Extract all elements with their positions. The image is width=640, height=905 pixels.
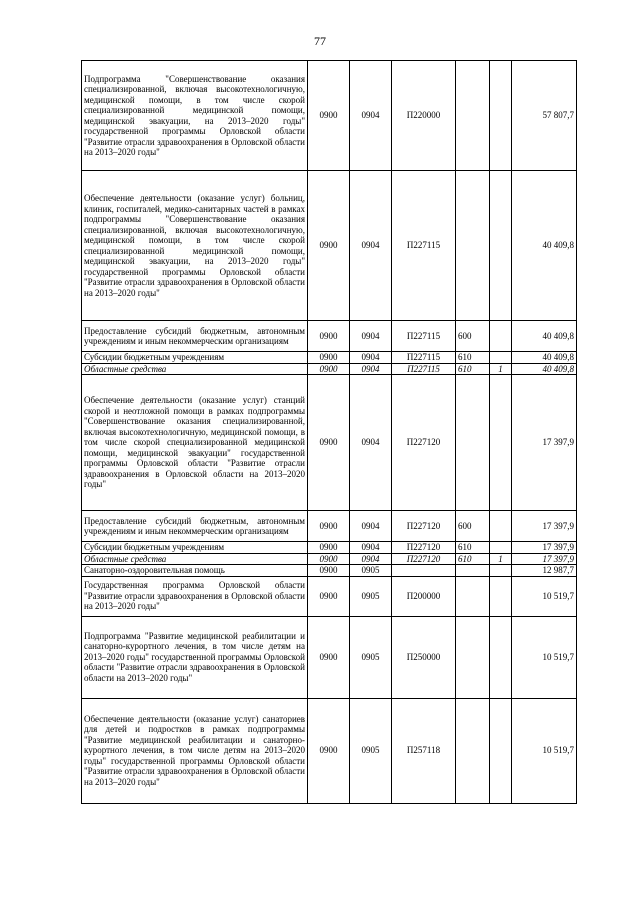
row-source xyxy=(490,698,512,803)
row-sum: 40 409,8 xyxy=(512,321,577,352)
row-section: 0900 xyxy=(308,363,350,375)
row-name: Государственная программа Орловской области "Развитие отрасли здравоохранения в Орловской области на 2013–2020 годы" xyxy=(82,576,308,616)
row-expense-type: 600 xyxy=(456,511,490,542)
row-sum: 57 807,7 xyxy=(512,61,577,171)
row-expense-type: 610 xyxy=(456,553,490,565)
row-section: 0900 xyxy=(308,61,350,171)
row-name: Субсидии бюджетным учреждениям xyxy=(82,352,308,364)
row-target-code: П200000 xyxy=(392,576,456,616)
row-source xyxy=(490,576,512,616)
table-row xyxy=(82,375,577,511)
row-name: Санаторно-оздоровительная помощь xyxy=(82,565,308,577)
row-target-code: П227120 xyxy=(392,511,456,542)
row-subsection: 0904 xyxy=(350,553,392,565)
row-expense-type xyxy=(456,61,490,171)
row-name: Субсидии бюджетным учреждениям xyxy=(82,542,308,554)
row-source: 1 xyxy=(490,363,512,375)
table-row xyxy=(82,352,577,364)
row-section: 0900 xyxy=(308,542,350,554)
table-row xyxy=(82,616,577,698)
row-source xyxy=(490,171,512,321)
row-sum: 17 397,9 xyxy=(512,511,577,542)
row-sum: 40 409,8 xyxy=(512,171,577,321)
row-target-code: П227115 xyxy=(392,363,456,375)
row-section: 0900 xyxy=(308,616,350,698)
row-name: Обеспечение деятельности (оказание услуг) санаториев для детей и подростков в рамках подпрограммы "Развитие медицинской реабилитации и санаторно-курортного лечения, в том числе детям на 2013–2020 годы" государственной программы Орловской области "Развитие отрасли здравоохранения в Орловской области на 2013–2020 годы" xyxy=(82,698,308,803)
row-target-code: П220000 xyxy=(392,61,456,171)
row-subsection: 0905 xyxy=(350,616,392,698)
row-subsection: 0904 xyxy=(350,171,392,321)
table-row xyxy=(82,363,577,375)
row-target-code: П227115 xyxy=(392,321,456,352)
row-name: Предоставление субсидий бюджетным, автономным учреждениям и иным некоммерческим организациям xyxy=(82,321,308,352)
table-row xyxy=(82,61,577,171)
row-subsection: 0904 xyxy=(350,321,392,352)
row-subsection: 0905 xyxy=(350,576,392,616)
row-target-code xyxy=(392,565,456,577)
page-number: 77 xyxy=(314,34,326,48)
table-row xyxy=(82,565,577,577)
row-target-code: П227120 xyxy=(392,553,456,565)
row-sum: 40 409,8 xyxy=(512,352,577,364)
row-subsection: 0904 xyxy=(350,352,392,364)
row-section: 0900 xyxy=(308,698,350,803)
row-name: Предоставление субсидий бюджетным, автономным учреждениям и иным некоммерческим организациям xyxy=(82,511,308,542)
row-expense-type: 610 xyxy=(456,542,490,554)
row-expense-type xyxy=(456,576,490,616)
row-source xyxy=(490,321,512,352)
row-sum: 17 397,9 xyxy=(512,553,577,565)
row-sum: 10 519,7 xyxy=(512,576,577,616)
row-target-code: П227115 xyxy=(392,171,456,321)
row-section: 0900 xyxy=(308,553,350,565)
row-section: 0900 xyxy=(308,375,350,511)
table-row xyxy=(82,698,577,803)
row-expense-type xyxy=(456,698,490,803)
row-source xyxy=(490,542,512,554)
row-section: 0900 xyxy=(308,576,350,616)
row-name: Подпрограмма "Развитие медицинской реабилитации и санаторно-курортного лечения, в том числе детям на 2013–2020 годы" государственной программы Орловской области "Развитие отрасли здравоохранения в Орловской области на 2013–2020 годы" xyxy=(82,616,308,698)
row-name: Подпрограмма "Совершенствование оказания специализированной, включая высокотехнологичную, медицинской помощи, в том числе скорой специализированной медицинской помощи, медицинской эвакуации, на 2013–2020 годы" государственной программы Орловской области "Развитие отрасли здравоохранения в Орловской области на 2013–2020 годы" xyxy=(82,61,308,171)
row-source xyxy=(490,511,512,542)
row-subsection: 0904 xyxy=(350,363,392,375)
row-expense-type xyxy=(456,375,490,511)
row-name: Областные средства xyxy=(82,363,308,375)
row-target-code: П250000 xyxy=(392,616,456,698)
row-section: 0900 xyxy=(308,511,350,542)
row-name: Областные средства xyxy=(82,553,308,565)
row-sum: 17 397,9 xyxy=(512,375,577,511)
row-section: 0900 xyxy=(308,565,350,577)
row-subsection: 0905 xyxy=(350,565,392,577)
table-row xyxy=(82,576,577,616)
row-source xyxy=(490,565,512,577)
row-source xyxy=(490,375,512,511)
row-sum: 40 409,8 xyxy=(512,363,577,375)
row-subsection: 0904 xyxy=(350,61,392,171)
row-subsection: 0904 xyxy=(350,375,392,511)
row-target-code: П227120 xyxy=(392,375,456,511)
row-source xyxy=(490,616,512,698)
row-sum: 12 987,7 xyxy=(512,565,577,577)
row-expense-type: 610 xyxy=(456,363,490,375)
row-source xyxy=(490,352,512,364)
row-source: 1 xyxy=(490,553,512,565)
row-expense-type xyxy=(456,565,490,577)
row-subsection: 0904 xyxy=(350,511,392,542)
row-sum: 10 519,7 xyxy=(512,698,577,803)
row-sum: 10 519,7 xyxy=(512,616,577,698)
row-expense-type xyxy=(456,171,490,321)
row-expense-type xyxy=(456,616,490,698)
table-row xyxy=(82,542,577,554)
row-target-code: П257118 xyxy=(392,698,456,803)
row-expense-type: 610 xyxy=(456,352,490,364)
row-section: 0900 xyxy=(308,321,350,352)
row-target-code: П227120 xyxy=(392,542,456,554)
row-subsection: 0905 xyxy=(350,698,392,803)
table-row xyxy=(82,553,577,565)
table-row xyxy=(82,321,577,352)
row-expense-type: 600 xyxy=(456,321,490,352)
row-section: 0900 xyxy=(308,171,350,321)
row-target-code: П227115 xyxy=(392,352,456,364)
table-row xyxy=(82,511,577,542)
row-sum: 17 397,9 xyxy=(512,542,577,554)
table-row xyxy=(82,171,577,321)
row-name: Обеспечение деятельности (оказание услуг) станций скорой и неотложной помощи в рамках подпрограммы "Совершенствование оказания специализированной, включая высокотехнологичную, медицинской помощи, в том числе скорой специализированной медицинской помощи, медицинской эвакуации" государственной программы Орловской области "Развитие отрасли здравоохранения в Орловской области на 2013–2020 годы" xyxy=(82,375,308,511)
row-section: 0900 xyxy=(308,352,350,364)
row-source xyxy=(490,61,512,171)
row-subsection: 0904 xyxy=(350,542,392,554)
row-name: Обеспечение деятельности (оказание услуг) больниц, клиник, госпиталей, медико-санитарных частей в рамках подпрограммы "Совершенствование оказания специализированной, включая высокотехнологичную, медицинской помощи, в том числе скорой специализированной медицинской помощи, медицинской эвакуации, на 2013–2020 годы" государственной программы Орловской области "Развитие отрасли здравоохранения в Орловской области на 2013–2020 годы" xyxy=(82,171,308,321)
budget-table xyxy=(81,60,577,804)
